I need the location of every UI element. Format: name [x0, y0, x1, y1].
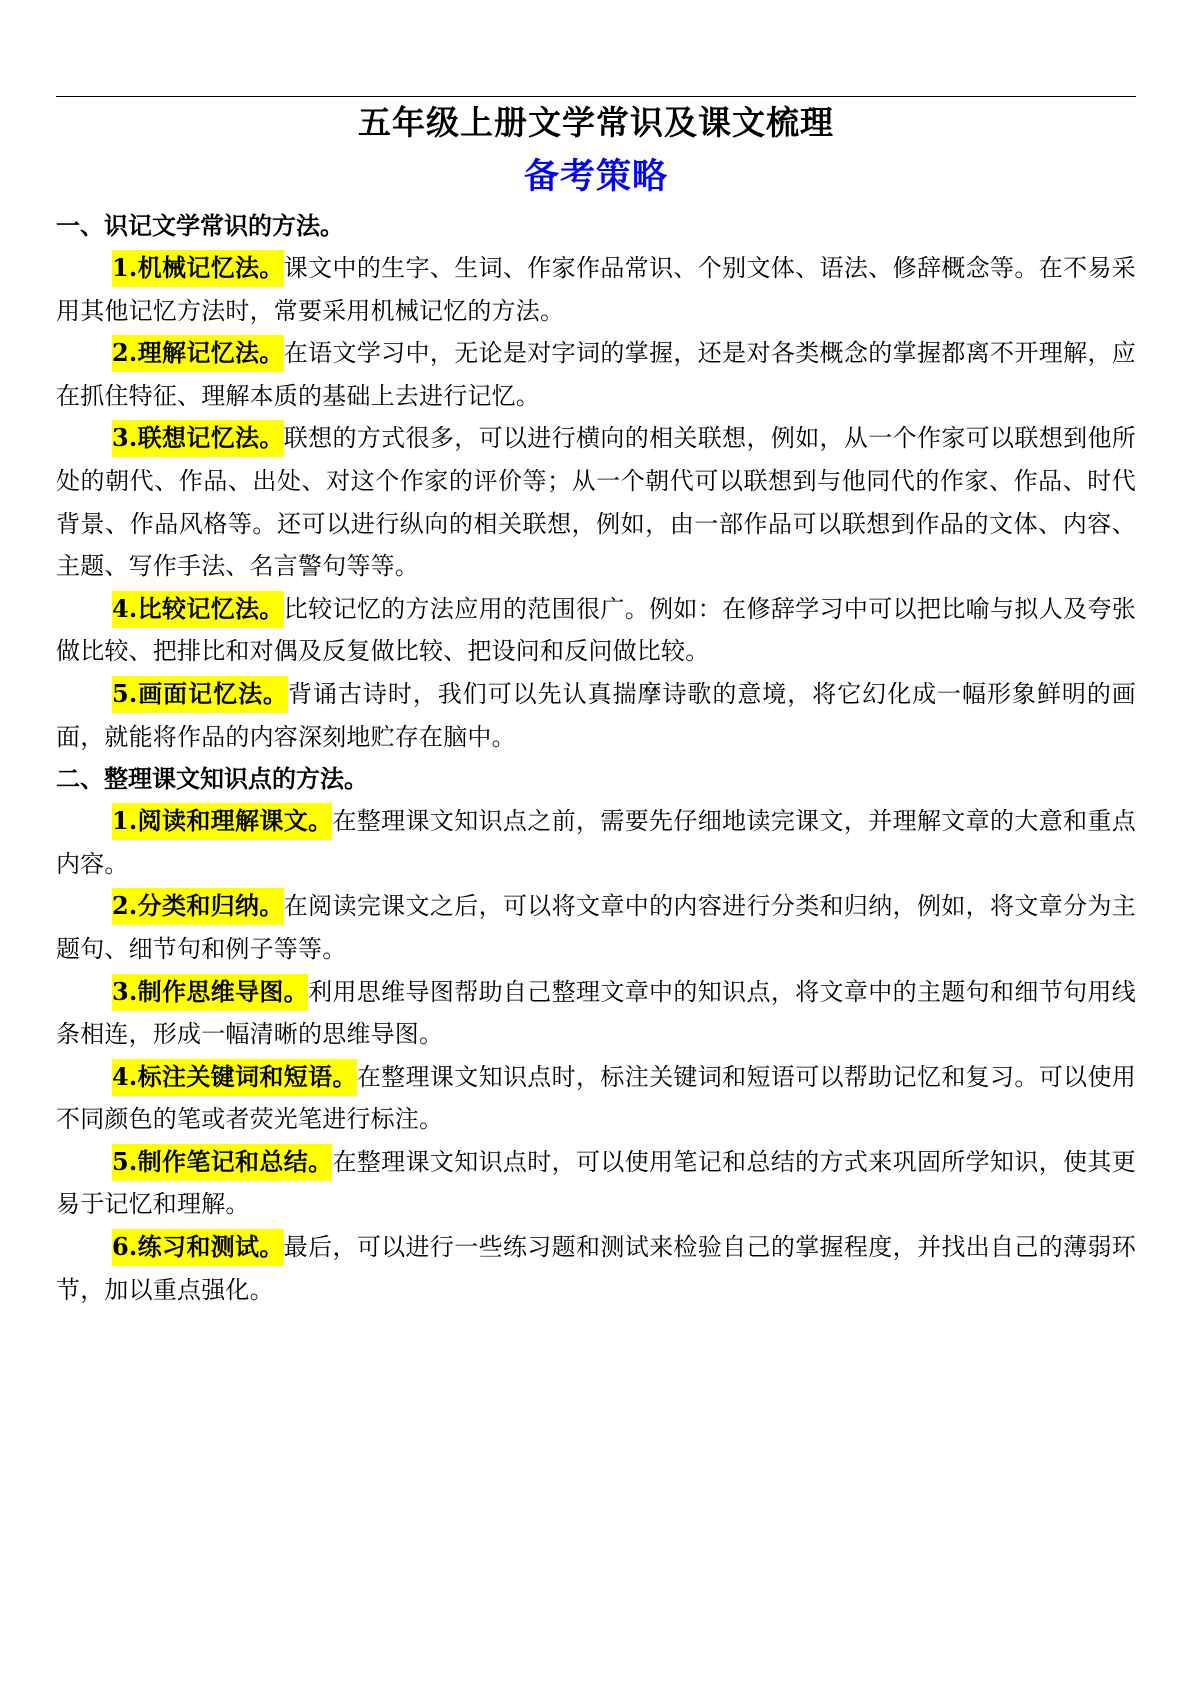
list-item [56, 247, 1136, 332]
list-item [56, 971, 1136, 1056]
list-item [56, 885, 1136, 970]
item-text: 最后，可以进行一些练习题和测试来检验自己的掌握程度，并找出自己的薄弱环节，加以重点强化。 [56, 1233, 1137, 1304]
page-title: 五年级上册文学常识及课文梳理 [358, 103, 834, 142]
highlighted-label: 1.机械记忆法。 [112, 250, 284, 287]
highlighted-label: 6.练习和测试。 [112, 1229, 284, 1266]
section-organize-lesson-points [56, 758, 1136, 1311]
highlighted-label: 3.联想记忆法。 [112, 420, 284, 457]
list-item [56, 800, 1136, 885]
section-heading: 二、整理课文知识点的方法。 [56, 764, 368, 794]
highlighted-label: 3.制作思维导图。 [112, 974, 308, 1011]
document-body [56, 205, 1136, 1311]
list-item [56, 1056, 1136, 1141]
list-item [56, 417, 1136, 587]
item-text: 背诵古诗时，我们可以先认真揣摩诗歌的意境，将它幻化成一幅形象鲜明的画面，就能将作品的内容深刻地贮存在脑中。 [56, 679, 1136, 751]
highlighted-label: 4.比较记忆法。 [112, 591, 284, 628]
list-item [56, 673, 1136, 758]
header-rule [56, 96, 1136, 97]
highlighted-label: 2.分类和归纳。 [112, 888, 284, 925]
highlighted-label: 1.阅读和理解课文。 [112, 803, 332, 840]
list-item [56, 1141, 1136, 1226]
item-text: 利用思维导图帮助自己整理文章中的知识点，将文章中的主题句和细节句用线条相连，形成一幅清晰的思维导图。 [56, 977, 1136, 1049]
item-text: 课文中的生字、生词、作家作品常识、个别文体、语法、修辞概念等。在不易采用其他记忆方法时，常要采用机械记忆的方法。 [56, 254, 1137, 325]
highlighted-label: 4.标注关键词和短语。 [112, 1059, 357, 1096]
item-text: 在整理课文知识点时，标注关键词和短语可以帮助记忆和复习。可以使用不同颜色的笔或者荧光笔进行标注。 [56, 1062, 1136, 1134]
list-item [56, 332, 1136, 417]
highlighted-label: 2.理解记忆法。 [112, 335, 284, 372]
item-text: 在阅读完课文之后，可以将文章中的内容进行分类和归纳，例如，将文章分为主题句、细节句和例子等等。 [56, 892, 1137, 963]
highlighted-label: 5.画面记忆法。 [112, 676, 288, 713]
list-item [56, 588, 1136, 673]
item-text: 在整理课文知识点时，可以使用笔记和总结的方式来巩固所学知识，使其更易于记忆和理解。 [56, 1147, 1136, 1219]
item-text: 比较记忆的方法应用的范围很广。例如：在修辞学习中可以把比喻与拟人及夸张做比较、把排比和对偶及反复做比较、把设问和反问做比较。 [56, 594, 1137, 666]
section-memorize-literary-knowledge [56, 205, 1136, 758]
item-text: 联想的方式很多，可以进行横向的相关联想，例如，从一个作家可以联想到他所处的朝代、作品、出处、对这个作家的评价等；从一个朝代可以联想到与他同代的作家、作品、时代背景、作品风格等。还可以进行纵向的相关联想，例如，由一部作品可以联想到作品的文体、内容、主题、写作手法、名言警句等等。 [56, 424, 1137, 581]
highlighted-label: 5.制作笔记和总结。 [112, 1144, 332, 1181]
item-text: 在整理课文知识点之前，需要先仔细地读完课文，并理解文章的大意和重点内容。 [56, 807, 1136, 878]
item-text: 在语文学习中，无论是对字词的掌握，还是对各类概念的掌握都离不开理解，应在抓住特征、理解本质的基础上去进行记忆。 [56, 339, 1137, 410]
section-heading: 一、识记文学常识的方法。 [56, 211, 344, 240]
page-subtitle: 备考策略 [523, 156, 668, 197]
list-item [56, 1226, 1136, 1311]
